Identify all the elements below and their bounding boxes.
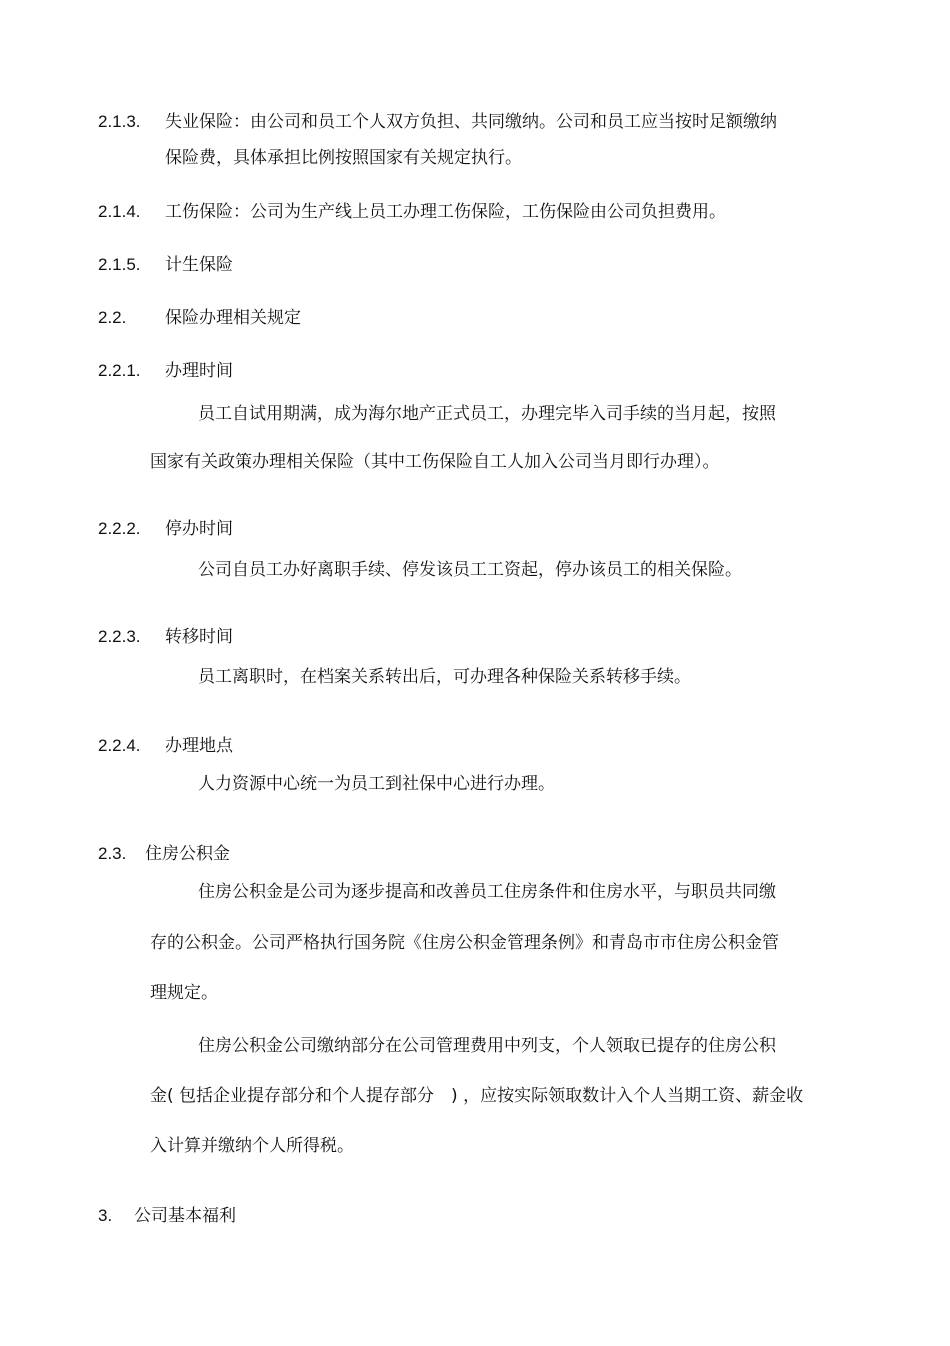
item-text: 转移时间 (165, 627, 233, 647)
paragraph-line: 员工自试用期满，成为海尔地产正式员工，办理完毕入司手续的当月起，按照 (198, 404, 776, 424)
item-text: 工伤保险：公司为生产线上员工办理工伤保险，工伤保险由公司负担费用。 (165, 202, 726, 222)
paragraph-line: 金( 包括企业提存部分和个人提存部分 ) ，应按实际领取数计入个人当期工资、薪金收 (150, 1086, 804, 1106)
item-text: 办理地点 (165, 736, 233, 756)
item-number: 2.1.5. (98, 255, 141, 274)
item-number: 2.1.3. (98, 112, 141, 131)
paragraph-line: 住房公积金公司缴纳部分在公司管理费用中列支，个人领取已提存的住房公积 (198, 1036, 776, 1056)
paragraph-line: 国家有关政策办理相关保险（其中工伤保险自工人加入公司当月即行办理）。 (150, 452, 720, 472)
paragraph-line: 员工离职时，在档案关系转出后，可办理各种保险关系转移手续。 (198, 667, 691, 687)
section-heading: 住房公积金 (145, 844, 230, 864)
paragraph-line: 人力资源中心统一为员工到社保中心进行办理。 (198, 774, 555, 794)
item-number: 2.2.4. (98, 736, 141, 755)
section-number: 3. (98, 1206, 113, 1225)
item-text: 保险费，具体承担比例按照国家有关规定执行。 (165, 148, 522, 168)
section-heading: 公司基本福利 (134, 1206, 236, 1226)
section-number: 2.3. (98, 844, 127, 863)
item-number: 2.2.2. (98, 519, 141, 538)
paragraph-line: 入计算并缴纳个人所得税。 (150, 1136, 354, 1156)
item-text: 停办时间 (165, 519, 233, 539)
section-number: 2.2. (98, 308, 127, 327)
paragraph-line: 住房公积金是公司为逐步提高和改善员工住房条件和住房水平，与职员共同缴 (198, 882, 776, 902)
paragraph-line: 理规定。 (150, 983, 218, 1003)
section-heading: 保险办理相关规定 (165, 308, 301, 328)
item-number: 2.2.3. (98, 627, 141, 646)
item-number: 2.1.4. (98, 202, 141, 221)
item-text: 失业保险：由公司和员工个人双方负担、共同缴纳。公司和员工应当按时足额缴纳 (165, 112, 777, 132)
paragraph-line: 公司自员工办好离职手续、停发该员工工资起，停办该员工的相关保险。 (198, 560, 742, 580)
item-number: 2.2.1. (98, 361, 141, 380)
item-text: 计生保险 (165, 255, 233, 275)
paragraph-line: 存的公积金。公司严格执行国务院《住房公积金管理条例》和青岛市市住房公积金管 (150, 933, 779, 953)
item-text: 办理时间 (165, 361, 233, 381)
